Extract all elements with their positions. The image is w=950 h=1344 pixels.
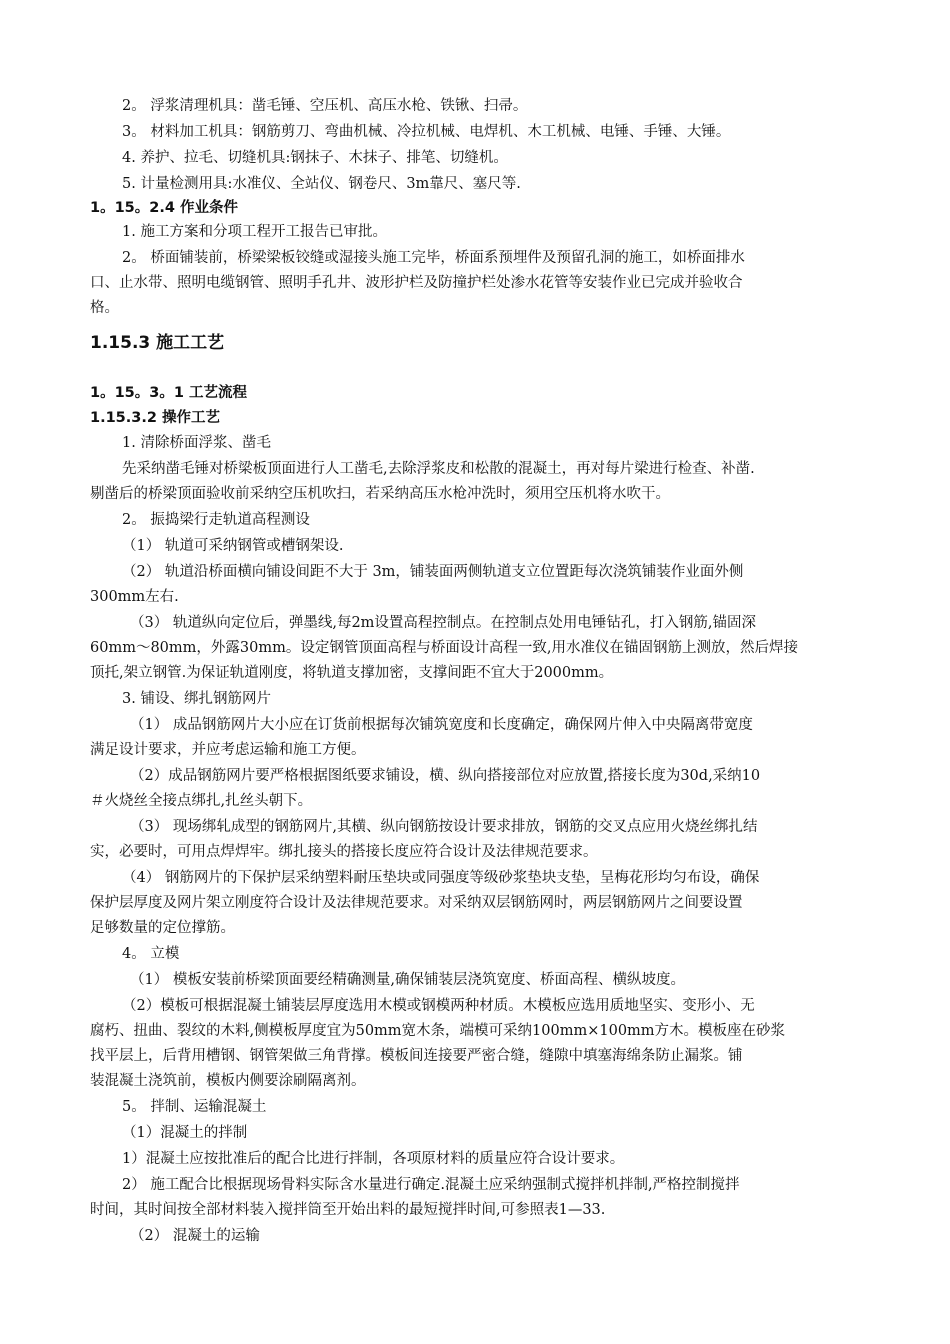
text-line: 5。 拌制、运输混凝土 [122, 1099, 267, 1115]
text-line: 实，必要时，可用点焊焊牢。绑扎接头的搭接长度应符合设计及法律规范要求。 [90, 844, 598, 860]
text-line: 2。 桥面铺装前，桥梁梁板铰缝或湿接头施工完毕，桥面系预埋件及预留孔洞的施工，如桥面排水 [122, 250, 745, 266]
text-line: 4。 立模 [122, 946, 180, 962]
text-line: （3） 轨道纵向定位后，弹墨线,每2m设置高程控制点。在控制点处用电锤钻孔，打入钢筋,锚固深 [130, 615, 757, 631]
chapter-heading: 1.15.3 施工工艺 [90, 333, 225, 353]
text-line: 5. 计量检测用具:水准仪、全站仪、钢卷尺、3m靠尺、塞尺等. [122, 176, 521, 192]
text-line: 满足设计要求，并应考虑运输和施工方便。 [90, 742, 366, 758]
text-line: 保护层厚度及网片架立刚度符合设计及法律规范要求。对采纳双层钢筋网时，两层钢筋网片之间要设置 [90, 895, 743, 911]
text-line: 60mm～80mm，外露30mm。设定钢管顶面高程与桥面设计高程一致,用水准仪在锚固钢筋上测放，然后焊接 [90, 640, 798, 656]
section-heading: 1.15.3.2 操作工艺 [90, 410, 221, 426]
text-line: 3。 材料加工机具：钢筋剪刀、弯曲机械、冷拉机械、电焊机、木工机械、电锤、手锤、大锤。 [122, 124, 731, 140]
text-line: （1）混凝土的拌制 [122, 1125, 248, 1141]
text-line: 腐朽、扭曲、裂纹的木料,侧模板厚度宜为50mm宽木条，端模可采纳100mm×100mm方木。模板座在砂浆 [90, 1023, 786, 1039]
text-line: （1） 成品钢筋网片大小应在订货前根据每次铺筑宽度和长度确定，确保网片伸入中央隔离带宽度 [130, 717, 753, 733]
text-line: （2） 混凝土的运输 [130, 1228, 260, 1244]
text-line: （2） 轨道沿桥面横向铺设间距不大于 3m，铺装面两侧轨道支立位置距每次浇筑铺装作业面外侧 [122, 564, 744, 580]
text-line: 1. 清除桥面浮浆、凿毛 [122, 435, 271, 451]
text-line: 时间，其时间按全部材料装入搅拌筒至开始出料的最短搅拌时间,可参照表1—33. [90, 1202, 606, 1218]
text-line: 1）混凝土应按批准后的配合比进行拌制，各项原材料的质量应符合设计要求。 [122, 1151, 625, 1167]
section-heading: 1。15。2.4 作业条件 [90, 200, 239, 216]
text-line: 3. 铺设、绑扎钢筋网片 [122, 691, 271, 707]
text-line: （4） 钢筋网片的下保护层采纳塑料耐压垫块或同强度等级砂浆垫块支垫，呈梅花形均匀布设，确保 [122, 870, 760, 886]
text-line: 300mm左右. [90, 589, 179, 605]
text-line: （1） 模板安装前桥梁顶面要经精确测量,确保铺装层浇筑宽度、桥面高程、横纵坡度。 [130, 972, 685, 988]
text-line: 2。 振捣梁行走轨道高程测设 [122, 512, 310, 528]
text-line: 2。 浮浆清理机具：凿毛锤、空压机、高压水枪、铁锹、扫帚。 [122, 98, 528, 114]
text-line: 顶托,架立钢管.为保证轨道刚度，将轨道支撑加密，支撑间距不宜大于2000mm。 [90, 665, 614, 681]
text-line: 找平层上，后背用槽钢、钢管架做三角背撑。模板间连接要严密合缝，缝隙中填塞海绵条防止漏浆。铺 [90, 1048, 743, 1064]
text-line: （3） 现场绑轧成型的钢筋网片,其横、纵向钢筋按设计要求排放，钢筋的交叉点应用火烧丝绑扎结 [130, 819, 758, 835]
text-line: （1） 轨道可采纳钢管或槽钢架设. [122, 538, 344, 554]
text-line: 1. 施工方案和分项工程开工报告已审批。 [122, 224, 387, 240]
text-line: 2） 施工配合比根据现场骨料实际含水量进行确定.混凝土应采纳强制式搅拌机拌制,严格控制搅拌 [122, 1177, 740, 1193]
text-line: （2）模板可根据混凝土铺装层厚度选用木模或钢模两种材质。木模板应选用质地坚实、变形小、无 [122, 998, 755, 1014]
text-line: 口、止水带、照明电缆钢管、照明手孔井、波形护栏及防撞护栏处渗水花管等安装作业已完成并验收合 [90, 275, 743, 291]
text-line: ＃火烧丝全接点绑扎,扎丝头朝下。 [90, 793, 313, 809]
text-line: 格。 [90, 300, 119, 316]
text-line: 装混凝土浇筑前，模板内侧要涂刷隔离剂。 [90, 1073, 366, 1089]
text-line: 先采纳凿毛锤对桥梁板顶面进行人工凿毛,去除浮浆皮和松散的混凝土，再对每片梁进行检查、补凿. [122, 461, 755, 477]
text-line: 4. 养护、拉毛、切缝机具:钢抹子、木抹子、排笔、切缝机。 [122, 150, 508, 166]
text-line: 剔凿后的桥梁顶面验收前采纳空压机吹扫，若采纳高压水枪冲洗时，须用空压机将水吹干。 [90, 486, 670, 502]
text-line: （2）成品钢筋网片要严格根据图纸要求铺设，横、纵向搭接部位对应放置,搭接长度为30d,采纳10 [130, 768, 761, 784]
section-heading: 1。15。3。1 工艺流程 [90, 385, 247, 401]
text-line: 足够数量的定位撑筋。 [90, 920, 235, 936]
